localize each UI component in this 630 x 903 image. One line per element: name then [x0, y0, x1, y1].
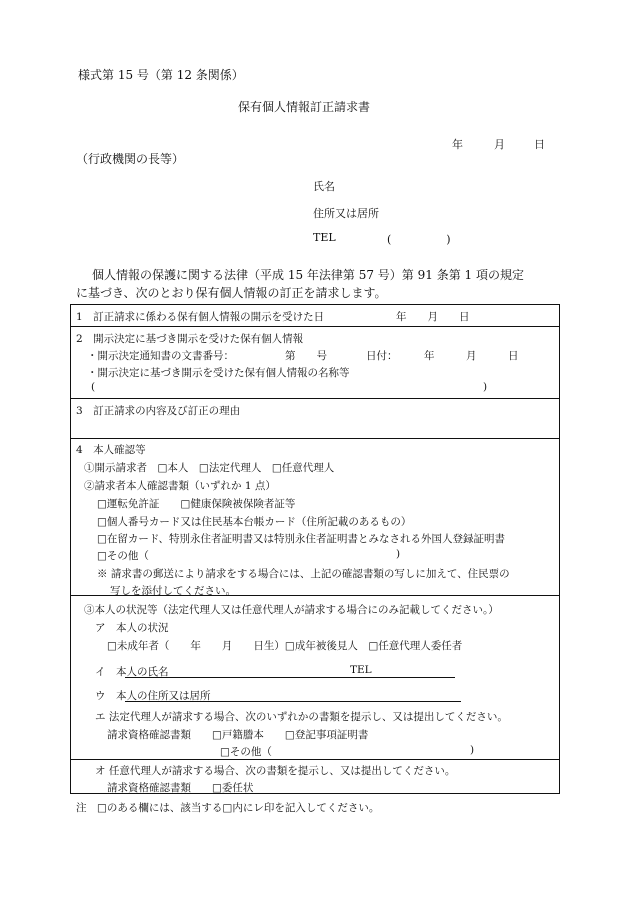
info-name-label: ・開示決定に基づき開示を受けた保有個人情報の名称等 — [87, 367, 350, 379]
section-3-label: 3 訂正請求の内容及び訂正の理由 — [76, 405, 241, 417]
mail-note-line-2: 写しを添付してください。 — [110, 585, 236, 597]
doc-date-label: 日付： — [366, 350, 398, 362]
id-doc-option: □運転免許証 □健康保険被保険者証等 — [97, 498, 296, 510]
principal-name-label: イ 本人の氏名 — [95, 666, 169, 678]
date-month: 月 — [494, 138, 505, 151]
info-name-paren-open: ( — [91, 381, 96, 393]
footnote: 注 □のある欄には、該当する□内にレ印を記入してください。 — [76, 802, 380, 814]
info-name-paren-close: ) — [483, 381, 488, 393]
doc-number-label: ・開示決定通知書の文書番号： — [87, 350, 234, 362]
divider — [71, 759, 559, 760]
section-2-label: 2 開示決定に基づき開示を受けた保有個人情報 — [76, 333, 304, 345]
principal-address-label: ウ 本人の住所又は居所 — [95, 690, 211, 702]
section-1-date: 年 月 日 — [396, 311, 470, 323]
legal-agent-other: □その他（ — [220, 746, 272, 758]
divider — [71, 398, 559, 399]
principal-tel-label: TEL — [350, 664, 372, 676]
mail-note-line-1: ※ 請求書の郵送により請求をする場合には、上記の確認書類の写しに加えて、住民票の — [97, 568, 510, 580]
date-day: 日 — [534, 138, 545, 151]
doc-number-value: 第 号 — [285, 350, 327, 362]
legal-agent-docs: 請求資格確認書類 □戸籍謄本 □登記事項証明書 — [107, 729, 369, 741]
divider — [71, 438, 559, 439]
tel-label: TEL — [313, 231, 336, 244]
date-year: 年 — [452, 138, 463, 151]
section-1-label: 1 訂正請求に係わる保有個人情報の開示を受けた日 — [76, 311, 325, 323]
principal-name-line — [125, 677, 455, 678]
section-4-label: 4 本人確認等 — [76, 444, 146, 456]
legal-agent-instruction: エ 法定代理人が請求する場合、次のいずれかの書類を提示し、又は提出してください。 — [95, 711, 508, 723]
addressee: （行政機関の長等） — [76, 152, 185, 166]
intro-line-2: に基づき、次のとおり保有個人情報の訂正を請求します。 — [76, 286, 387, 300]
voluntary-agent-instruction: オ 任意代理人が請求する場合、次の書類を提示し、又は提出してください。 — [95, 765, 456, 777]
form-number: 様式第 15 号（第 12 条関係） — [78, 68, 244, 82]
voluntary-agent-docs: 請求資格確認書類 □委任状 — [107, 782, 254, 794]
intro-line-1: 個人情報の保護に関する法律（平成 15 年法律第 57 号）第 91 条第 1 項の規定 — [92, 268, 524, 282]
id-docs-heading: ②請求者本人確認書類（いずれか 1 点） — [84, 480, 276, 492]
id-doc-option: □在留カード、特別永住者証明書又は特別永住者証明書とみなされる外国人登録証明書 — [97, 533, 505, 545]
requester-type: ①開示請求者 □本人 □法定代理人 □任意代理人 — [84, 462, 335, 474]
principal-status-options: □未成年者（ 年 月 日生）□成年被後見人 □任意代理人委任者 — [107, 640, 463, 652]
principal-address-line — [125, 701, 461, 702]
legal-agent-other-close: ) — [470, 744, 475, 756]
principal-status-label: ア 本人の状況 — [95, 622, 169, 634]
tel-paren: ( ) — [387, 233, 451, 246]
name-label: 氏名 — [313, 180, 335, 193]
page-title: 保有個人情報訂正請求書 — [238, 100, 371, 114]
id-doc-other-close: ) — [396, 548, 401, 560]
divider — [71, 326, 559, 327]
principal-status-heading: ③本人の状況等（法定代理人又は任意代理人が請求する場合にのみ記載してください。） — [84, 604, 499, 616]
id-doc-option: □個人番号カード又は住民基本台帳カード（住所記載のあるもの） — [97, 516, 412, 528]
doc-date-value: 年 月 日 — [424, 350, 519, 362]
id-doc-other: □その他（ — [97, 550, 149, 562]
address-label: 住所又は居所 — [313, 207, 379, 220]
